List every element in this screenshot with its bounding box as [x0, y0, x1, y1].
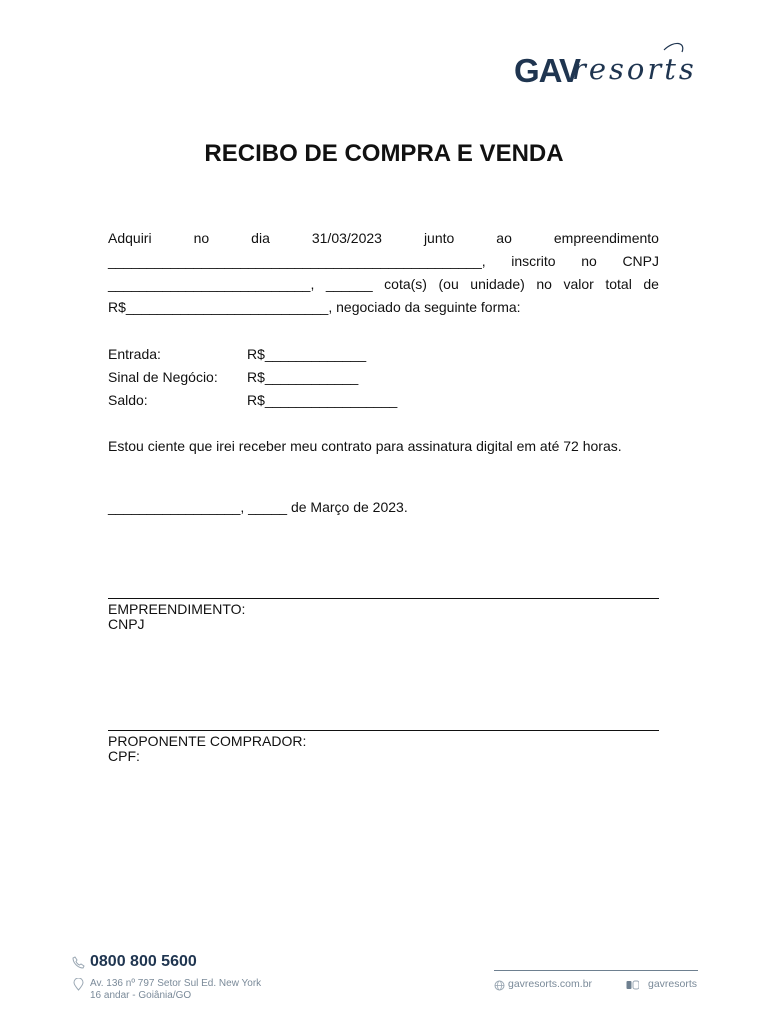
paragraph-word: no [581, 253, 597, 269]
paragraph-word: no [193, 230, 210, 246]
gav-resorts-logo [514, 40, 704, 94]
paragraph-word: inscrito [511, 253, 556, 269]
paragraph-line-3 [108, 276, 659, 292]
paragraph-word: empreendimento [553, 230, 659, 246]
paragraph-word: 31/03/2023 [311, 230, 382, 246]
signature-line-empreendimento [108, 598, 659, 599]
signature-line-comprador [108, 730, 659, 731]
paragraph-word: CNPJ [622, 253, 659, 269]
paragraph-word: unidade) [470, 276, 525, 292]
footer-address-line-1: Av. 136 nº 797 Setor Sul Ed. New York [90, 978, 262, 989]
paragraph-word: dia [251, 230, 270, 246]
paragraph-word: total [605, 276, 632, 292]
footer-divider [494, 970, 698, 971]
payment-value-entrada: R$_____________ [247, 346, 367, 362]
paragraph-word: __________________________, [108, 276, 315, 292]
logo-brand: GAV [514, 52, 581, 89]
paragraph-word: Adquiri [108, 230, 152, 246]
globe-icon [494, 978, 505, 996]
signature-label-empreendimento: EMPREENDIMENTO: [108, 601, 246, 617]
payment-label-entrada: Entrada: [108, 346, 161, 362]
paragraph-line-2 [108, 253, 659, 269]
paragraph-line-1 [108, 230, 659, 246]
logo-flourish-icon [514, 40, 704, 94]
paragraph-word: (ou [438, 276, 459, 292]
paragraph-word: valor [563, 276, 594, 292]
signature-sub-cnpj: CNPJ [108, 616, 145, 632]
paragraph-word: no [536, 276, 552, 292]
date-line: _________________, _____ de Março de 2023. [108, 499, 408, 515]
footer-social-handle[interactable]: gavresorts [648, 978, 698, 990]
signature-label-comprador: PROPONENTE COMPRADOR: [108, 733, 307, 749]
payment-value-saldo: R$_________________ [247, 392, 398, 408]
paragraph-word: de [643, 276, 659, 292]
paragraph-word: ________________________________________________, [108, 253, 486, 269]
contract-notice: Estou ciente que irei receber meu contrato para assinatura digital em até 72 horas. [108, 438, 622, 454]
paragraph-word: junto [423, 230, 455, 246]
paragraph-word: cota(s) [384, 276, 427, 292]
footer-website[interactable]: gavresorts.com.br [508, 978, 593, 990]
paragraph-word: ao [496, 230, 512, 246]
payment-label-saldo: Saldo: [108, 392, 148, 408]
footer-address-line-2: 16 andar - Goiânia/GO [90, 990, 192, 1001]
location-pin-icon [73, 978, 84, 996]
footer-phone: 0800 800 5600 [90, 953, 197, 970]
facebook-instagram-icon [626, 978, 639, 996]
payment-value-sinal: R$____________ [247, 369, 359, 385]
paragraph-line-4: R$__________________________, negociado da seguinte forma: [108, 299, 521, 315]
logo-suffix: resorts [572, 52, 697, 86]
signature-sub-cpf: CPF: [108, 748, 140, 764]
page-title: RECIBO DE COMPRA E VENDA [204, 140, 564, 167]
phone-icon [72, 956, 85, 974]
payment-label-sinal: Sinal de Negócio: [108, 369, 218, 385]
paragraph-word: ______ [325, 276, 373, 292]
